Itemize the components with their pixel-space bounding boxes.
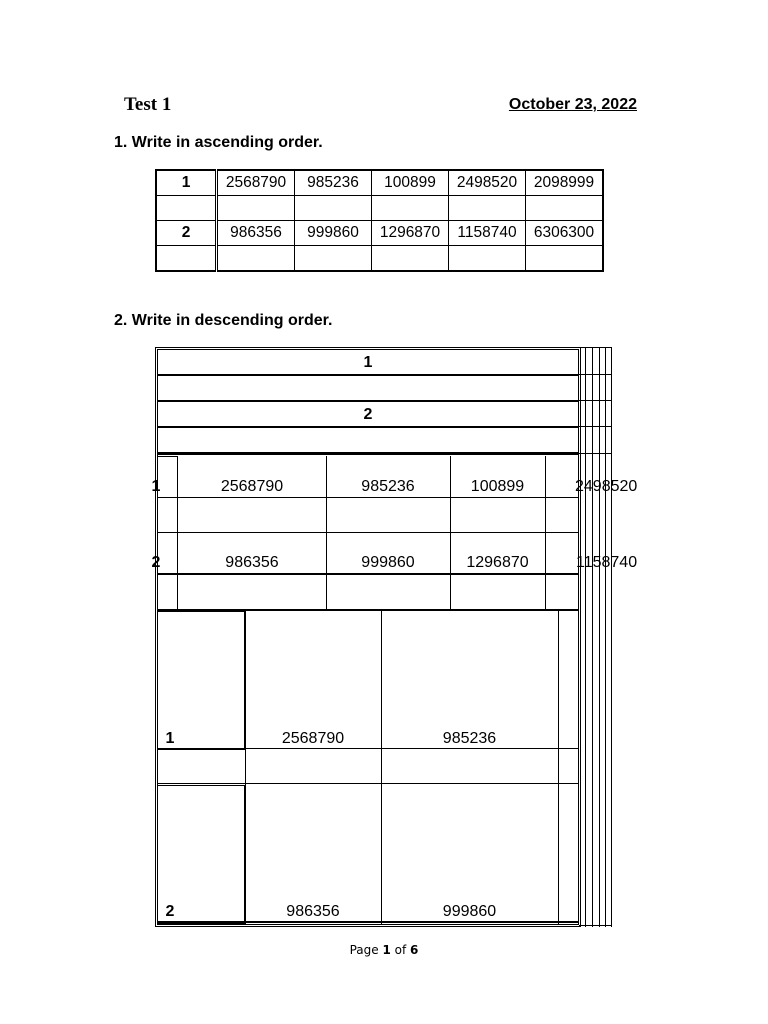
- row-label: 1: [363, 354, 373, 371]
- answer-cell[interactable]: [217, 246, 295, 272]
- row-label: 1: [165, 730, 175, 747]
- stripe-hline: [579, 374, 612, 375]
- row-divider: [157, 452, 579, 455]
- test-title: Test 1: [124, 94, 172, 115]
- number-cell: 986356: [217, 221, 295, 246]
- number-cell: 999860: [295, 221, 372, 246]
- ascending-table: [155, 169, 604, 272]
- row-divider: [157, 426, 579, 428]
- answer-cell[interactable]: [526, 246, 604, 272]
- number-cell: 985236: [295, 170, 372, 196]
- row-label: 2: [363, 406, 373, 423]
- answer-cell[interactable]: [295, 196, 372, 221]
- row-divider: [157, 573, 579, 575]
- row-label: 1: [151, 478, 161, 495]
- page-total: 6: [410, 943, 419, 957]
- number-cell: 999860: [442, 903, 497, 920]
- row-divider: [157, 497, 579, 498]
- row-label: 2: [165, 903, 175, 920]
- row-divider: [157, 748, 579, 749]
- stripe-line: [592, 347, 593, 927]
- answer-cell[interactable]: [449, 246, 526, 272]
- number-cell: 986356: [225, 554, 279, 571]
- answer-cell[interactable]: [217, 196, 295, 221]
- table-row: [156, 221, 603, 246]
- stripe-line: [611, 347, 612, 927]
- page-of: of: [390, 943, 411, 957]
- number-cell: 986356: [286, 903, 340, 920]
- row-label: 1: [156, 170, 217, 196]
- page-number: 1: [382, 943, 391, 957]
- number-cell: 100899: [372, 170, 449, 196]
- column-divider: [558, 611, 559, 924]
- answer-cell[interactable]: [449, 196, 526, 221]
- stripe-cap: [579, 347, 612, 348]
- number-cell: 6306300: [526, 221, 604, 246]
- stripe-cap: [579, 925, 612, 926]
- answer-row: [156, 246, 603, 272]
- row-divider: [157, 921, 579, 923]
- row-divider: [157, 532, 579, 533]
- stripe-hline: [579, 400, 612, 401]
- number-cell: 100899: [470, 478, 525, 495]
- row-divider: [157, 783, 579, 784]
- answer-row: [156, 196, 603, 221]
- test-date: October 23, 2022: [508, 96, 637, 113]
- stripe-line: [599, 347, 600, 927]
- number-cell: 2568790: [220, 478, 284, 495]
- answer-cell[interactable]: [372, 246, 449, 272]
- row-label: 2: [151, 554, 161, 571]
- number-cell: 985236: [361, 478, 415, 495]
- answer-label-cell[interactable]: [156, 196, 217, 221]
- row-divider: [157, 400, 579, 402]
- answer-label-cell[interactable]: [156, 246, 217, 272]
- number-cell: 2498520: [449, 170, 526, 196]
- number-cell: 2568790: [217, 170, 295, 196]
- row-divider: [157, 374, 579, 376]
- table-row: [156, 170, 603, 196]
- stripe-line: [605, 347, 606, 927]
- answer-cell[interactable]: [372, 196, 449, 221]
- answer-cell[interactable]: [295, 246, 372, 272]
- row-label: 2: [156, 221, 217, 246]
- question-1-prompt: 1. Write in ascending order.: [114, 134, 323, 151]
- number-cell: 2098999: [526, 170, 604, 196]
- page-prefix: Page: [349, 943, 383, 957]
- stripe-hline: [579, 426, 612, 427]
- column-divider: [381, 611, 382, 924]
- column-divider: [245, 611, 246, 924]
- number-cell: 1296870: [372, 221, 449, 246]
- stripe-line: [585, 347, 586, 927]
- number-cell: 2498520: [575, 478, 638, 495]
- number-cell: 1158740: [576, 554, 638, 571]
- number-cell: 2568790: [281, 730, 345, 747]
- number-cell: 985236: [442, 730, 497, 747]
- number-cell: 1296870: [466, 554, 529, 571]
- answer-cell[interactable]: [526, 196, 604, 221]
- number-cell: 1158740: [449, 221, 526, 246]
- question-2-prompt: 2. Write in descending order.: [114, 312, 333, 329]
- page-footer: [0, 943, 768, 957]
- number-cell: 999860: [361, 554, 415, 571]
- stripe-hline: [579, 453, 612, 454]
